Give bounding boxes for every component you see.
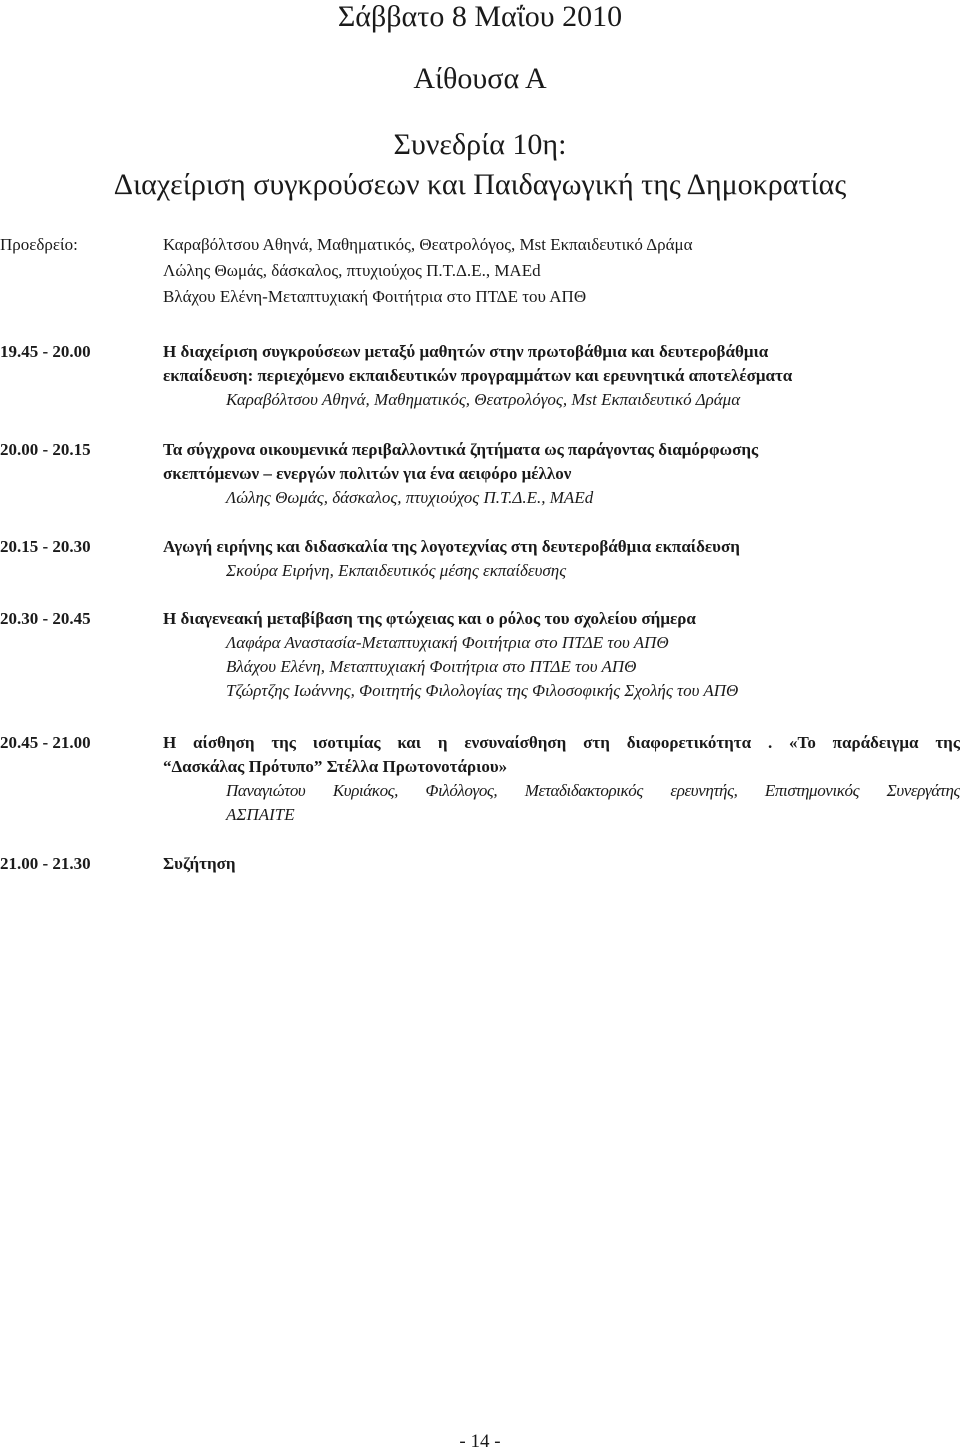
- slot-time: 20.30 - 20.45: [0, 609, 91, 628]
- slot-time: 20.15 - 20.30: [0, 537, 91, 556]
- session-date: Σάββατο 8 Μαΐου 2010: [337, 0, 623, 33]
- slot-content: [163, 852, 960, 876]
- session-heading: Συνεδρία 10η:: [393, 128, 567, 161]
- chair-member: Λώλης Θωμάς, δάσκαλος, πτυχιούχος Π.Τ.Δ.Ε., MAEd: [163, 261, 541, 280]
- author-line: Καραβόλτσου Αθηνά, Μαθηματικός, Θεατρολόγος, Mst Εκπαιδευτικό Δράμα: [226, 390, 741, 409]
- page-number: - 14 -: [459, 1431, 501, 1452]
- room-heading: Αίθουσα Α: [413, 62, 547, 95]
- author-line: Λώλης Θωμάς, δάσκαλος, πτυχιούχος Π.Τ.Δ.Ε., MAEd: [226, 488, 594, 507]
- talk-title-line: εκπαίδευση: περιεχόμενο εκπαιδευτικών προγραμμάτων και ερευνητικά αποτελέσματα: [163, 366, 793, 385]
- talk-title: [163, 852, 960, 876]
- session-title: Διαχείριση συγκρούσεων και Παιδαγωγική της Δημοκρατίας: [113, 168, 847, 201]
- slot-content: [163, 340, 960, 412]
- slot-time: 21.00 - 21.30: [0, 854, 91, 873]
- talk-title-line: σκεπτόμενων – ενεργών πολιτών για ένα αειφόρο μέλλον: [163, 464, 572, 483]
- talk-authors: [163, 559, 960, 583]
- talk-title-line: Η διαχείριση συγκρούσεων μεταξύ μαθητών στην πρωτοβάθμια και δευτεροβάθμια: [163, 342, 769, 361]
- slot-time: 20.45 - 21.00: [0, 733, 91, 752]
- talk-authors: [163, 631, 960, 703]
- slot-content: [163, 438, 960, 510]
- slot-content: [163, 731, 960, 827]
- talk-title: [163, 438, 960, 486]
- talk-title-line: Συζήτηση: [163, 854, 236, 873]
- talk-title: [163, 535, 960, 559]
- chair-members: [163, 232, 693, 310]
- talk-title: [163, 731, 960, 779]
- author-line: Λαφάρα Αναστασία-Μεταπτυχιακή Φοιτήτρια στο ΠΤΔΕ του ΑΠΘ: [226, 633, 669, 652]
- talk-title-line: Η διαγενεακή μεταβίβαση της φτώχειας και ο ρόλος του σχολείου σήμερα: [163, 609, 696, 628]
- talk-authors: [163, 779, 960, 827]
- talk-title-line: Τα σύγχρονα οικουμενικά περιβαλλοντικά ζητήματα ως παράγοντας διαμόρφωσης: [163, 440, 759, 459]
- talk-title: [163, 607, 960, 631]
- talk-title: [163, 340, 960, 388]
- slot-content: [163, 607, 960, 703]
- author-line: ΑΣΠΑΙΤΕ: [226, 805, 295, 824]
- slot-time: 20.00 - 20.15: [0, 440, 91, 459]
- author-line: Τζώρτζης Ιωάννης, Φοιτητής Φιλολογίας της Φιλοσοφικής Σχολής του ΑΠΘ: [226, 681, 739, 700]
- chair-member: Καραβόλτσου Αθηνά, Μαθηματικός, Θεατρολόγος, Mst Εκπαιδευτικό Δράμα: [163, 235, 693, 254]
- chair-label: Προεδρείο:: [0, 235, 78, 254]
- author-line: Σκούρα Ειρήνη, Εκπαιδευτικός μέσης εκπαίδευσης: [226, 561, 567, 580]
- author-line: Παναγιώτου Κυριάκος, Φιλόλογος, Μεταδιδακτορικός ερευνητής, Επιστημονικός Συνεργάτης: [226, 781, 960, 800]
- talk-authors: [163, 388, 960, 412]
- talk-title-line: “Δασκάλας Πρότυπο” Στέλλα Πρωτονοτάριου»: [163, 757, 508, 776]
- slot-time: 19.45 - 20.00: [0, 342, 91, 361]
- slot-content: [163, 535, 960, 583]
- chair-member: Βλάχου Ελένη-Μεταπτυχιακή Φοιτήτρια στο ΠΤΔΕ του ΑΠΘ: [163, 287, 587, 306]
- talk-title-line: Η αίσθηση της ισοτιμίας και η ενσυναίσθηση στη διαφορετικότητα . «Το παράδειγμα της: [163, 733, 960, 752]
- talk-authors: [163, 486, 960, 510]
- author-line: Βλάχου Ελένη, Μεταπτυχιακή Φοιτήτρια στο ΠΤΔΕ του ΑΠΘ: [226, 657, 637, 676]
- talk-title-line: Αγωγή ειρήνης και διδασκαλία της λογοτεχνίας στη δευτεροβάθμια εκπαίδευση: [163, 537, 740, 556]
